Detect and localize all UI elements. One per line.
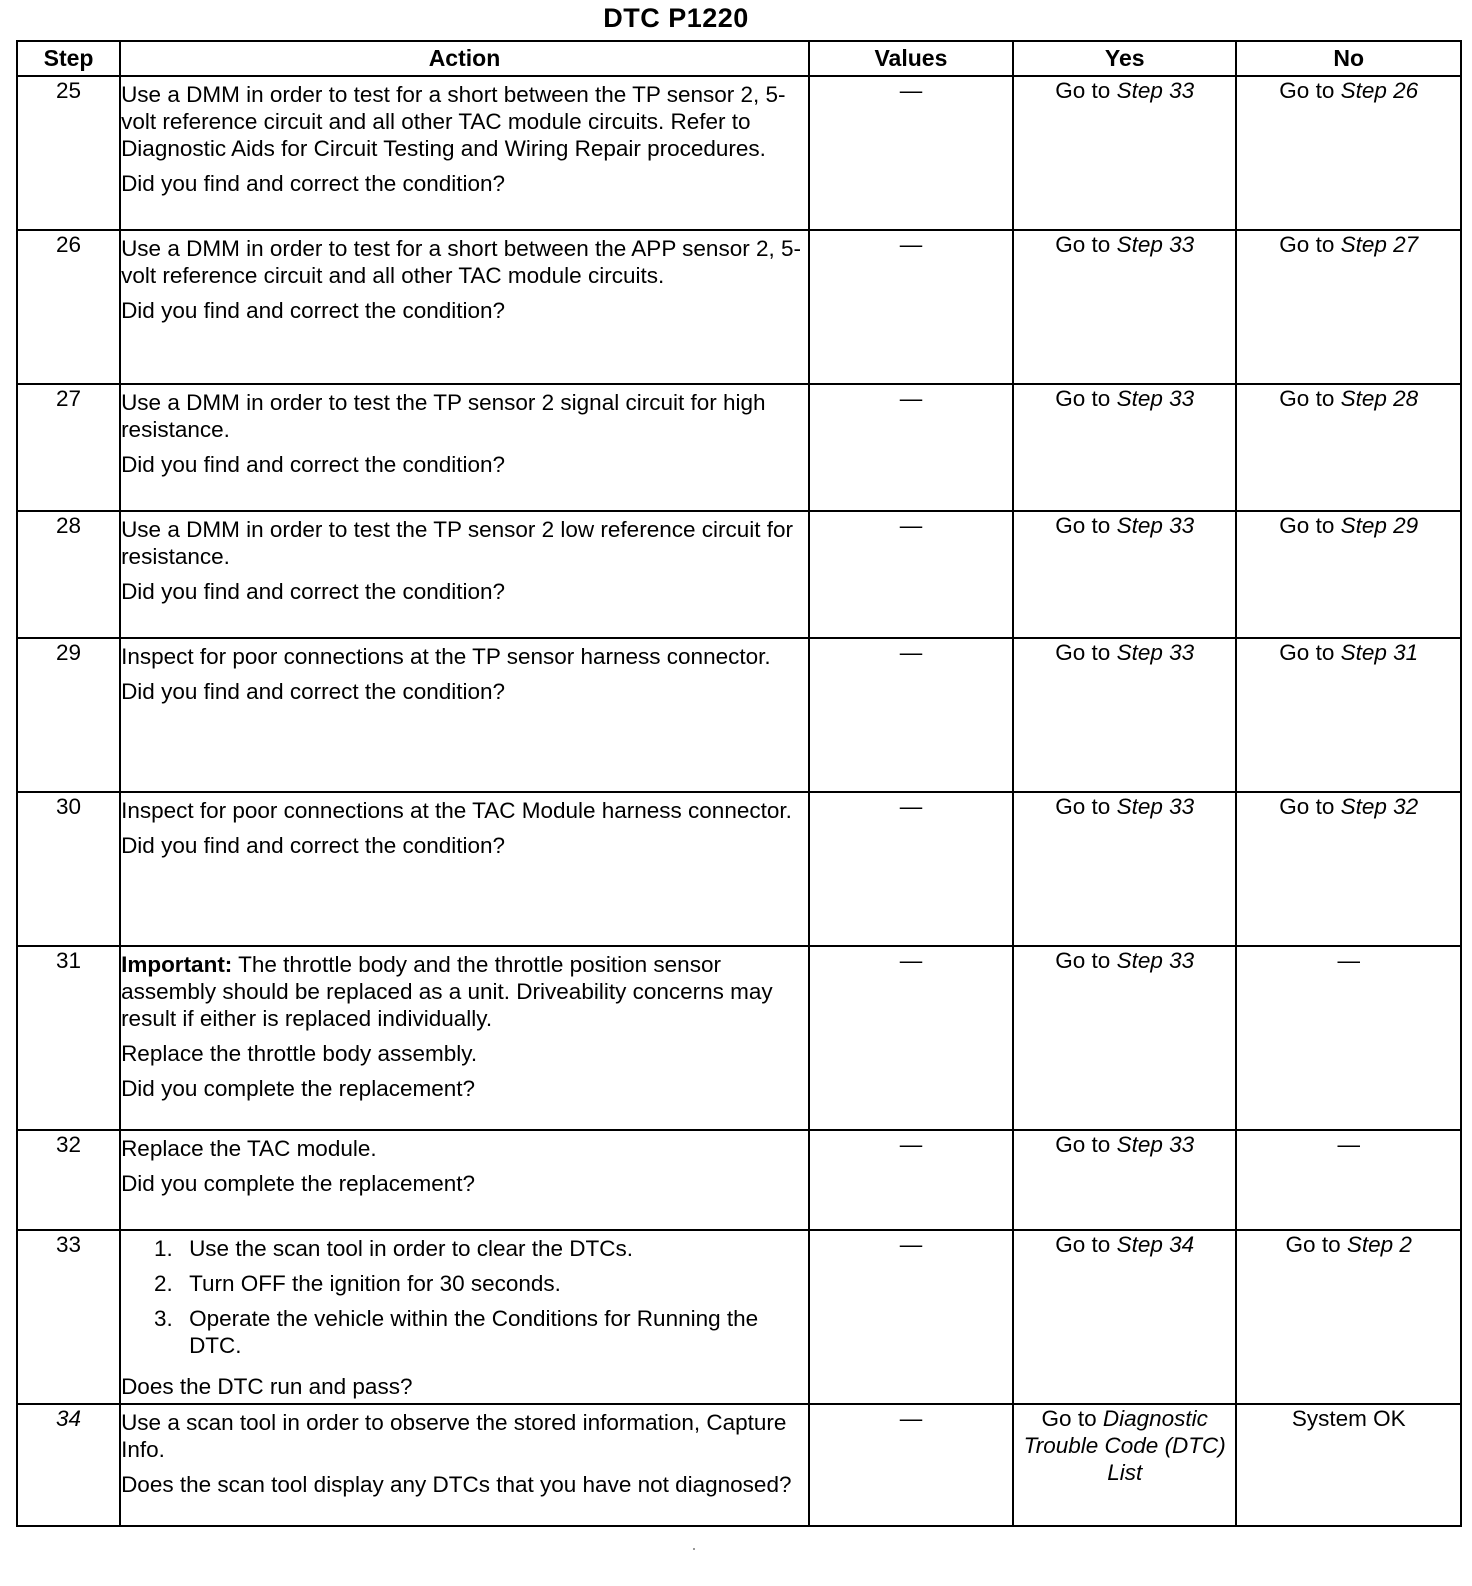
table-row xyxy=(17,1130,1461,1230)
no-prefix: Go to xyxy=(1279,386,1335,411)
yes-link: Step 33 xyxy=(1116,232,1195,257)
table-row xyxy=(17,1230,1461,1404)
yes-link: Step 33 xyxy=(1116,640,1195,665)
table-row xyxy=(17,76,1461,230)
action-cell xyxy=(120,792,809,946)
action-cell xyxy=(120,511,809,638)
table-row xyxy=(17,1404,1461,1526)
step-number: 31 xyxy=(17,946,120,1130)
action-text: Replace the throttle body assembly. xyxy=(121,1041,478,1066)
action-cell xyxy=(120,1130,809,1230)
values-cell: — xyxy=(809,946,1013,1130)
no-cell: — xyxy=(1236,1130,1461,1230)
action-question: Does the scan tool display any DTCs that you have not diagnosed? xyxy=(121,1472,792,1497)
action-cell xyxy=(120,1404,809,1526)
no-link: Step 31 xyxy=(1340,640,1419,665)
list-item: 1. Use the scan tool in order to clear the DTCs. xyxy=(179,1235,808,1262)
action-text: Replace the TAC module. xyxy=(121,1136,377,1161)
action-cell xyxy=(120,1230,809,1404)
yes-prefix: Go to xyxy=(1055,794,1111,819)
action-question: Did you find and correct the condition? xyxy=(121,298,506,323)
document-title: DTC P1220 xyxy=(603,3,749,33)
no-cell xyxy=(1236,76,1461,230)
yes-prefix: Go to xyxy=(1055,640,1111,665)
no-prefix: Go to xyxy=(1279,78,1335,103)
values-cell: — xyxy=(809,511,1013,638)
yes-link: Step 33 xyxy=(1116,948,1195,973)
yes-link: Step 33 xyxy=(1116,78,1195,103)
no-link: Step 2 xyxy=(1346,1232,1412,1257)
action-question: Did you find and correct the condition? xyxy=(121,171,506,196)
action-cell xyxy=(120,230,809,384)
no-link: Step 32 xyxy=(1340,794,1419,819)
yes-cell xyxy=(1013,1230,1236,1404)
action-cell xyxy=(120,946,809,1130)
action-question: Did you find and correct the condition? xyxy=(121,579,506,604)
no-link: Step 29 xyxy=(1340,513,1419,538)
action-question: Did you complete the replacement? xyxy=(121,1076,476,1101)
yes-cell xyxy=(1013,511,1236,638)
header-no: No xyxy=(1236,41,1461,76)
table-row xyxy=(17,384,1461,511)
values-cell: — xyxy=(809,1130,1013,1230)
action-text: Inspect for poor connections at the TP sensor harness connector. xyxy=(121,644,771,669)
no-prefix: Go to xyxy=(1279,794,1335,819)
yes-link: Diagnostic Trouble Code (DTC) List xyxy=(1023,1406,1226,1485)
no-cell xyxy=(1236,511,1461,638)
values-cell: — xyxy=(809,230,1013,384)
yes-cell xyxy=(1013,792,1236,946)
yes-link: Step 33 xyxy=(1116,1132,1195,1157)
yes-prefix: Go to xyxy=(1055,948,1111,973)
yes-prefix: Go to xyxy=(1055,513,1111,538)
action-text: Use a DMM in order to test the TP sensor 2 signal circuit for high resistance. xyxy=(121,390,766,442)
table-row xyxy=(17,792,1461,946)
important-text: The throttle body and the throttle position sensor assembly should be replaced as a unit. Driveability concerns may result if either is replaced individually. xyxy=(121,952,773,1031)
no-cell: — xyxy=(1236,946,1461,1130)
step-number: 32 xyxy=(17,1130,120,1230)
header-row xyxy=(17,41,1461,76)
yes-link: Step 33 xyxy=(1116,513,1195,538)
action-text: Use a scan tool in order to observe the stored information, Capture Info. xyxy=(121,1410,787,1462)
dtc-table xyxy=(16,40,1462,1527)
no-cell xyxy=(1236,792,1461,946)
action-cell xyxy=(120,384,809,511)
yes-link: Step 33 xyxy=(1116,386,1195,411)
action-question: Does the DTC run and pass? xyxy=(121,1374,413,1399)
values-cell: — xyxy=(809,384,1013,511)
header-action: Action xyxy=(120,41,809,76)
yes-cell xyxy=(1013,946,1236,1130)
action-question: Did you complete the replacement? xyxy=(121,1171,476,1196)
action-question: Did you find and correct the condition? xyxy=(121,833,506,858)
no-link: Step 26 xyxy=(1340,78,1419,103)
header-yes: Yes xyxy=(1013,41,1236,76)
action-cell xyxy=(120,76,809,230)
yes-prefix: Go to xyxy=(1041,1406,1097,1431)
scan-speck xyxy=(693,1548,695,1550)
values-cell: — xyxy=(809,638,1013,792)
action-steps-list xyxy=(121,1235,808,1367)
values-cell: — xyxy=(809,76,1013,230)
step-number: 30 xyxy=(17,792,120,946)
important-note xyxy=(121,951,808,1032)
yes-cell xyxy=(1013,638,1236,792)
table-row xyxy=(17,946,1461,1130)
table-row xyxy=(17,638,1461,792)
yes-cell xyxy=(1013,384,1236,511)
action-cell xyxy=(120,638,809,792)
step-number: 27 xyxy=(17,384,120,511)
no-prefix: Go to xyxy=(1279,640,1335,665)
no-link: Step 27 xyxy=(1340,232,1419,257)
no-prefix: Go to xyxy=(1285,1232,1341,1257)
no-cell xyxy=(1236,1230,1461,1404)
action-question: Did you find and correct the condition? xyxy=(121,452,506,477)
step-number: 34 xyxy=(17,1404,120,1526)
action-text: Use a DMM in order to test for a short between the APP sensor 2, 5-volt reference circuit and all other TAC module circuits. xyxy=(121,236,801,288)
action-text: Use a DMM in order to test for a short between the TP sensor 2, 5-volt reference circuit and all other TAC module circuits. Refer to Diagnostic Aids for Circuit Testing and Wiring Repair procedures. xyxy=(121,82,786,161)
no-prefix: Go to xyxy=(1279,513,1335,538)
step-number: 29 xyxy=(17,638,120,792)
no-link: Step 28 xyxy=(1340,386,1419,411)
action-text: Use a DMM in order to test the TP sensor 2 low reference circuit for resistance. xyxy=(121,517,793,569)
table-row xyxy=(17,511,1461,638)
no-cell xyxy=(1236,384,1461,511)
list-item: 2. Turn OFF the ignition for 30 seconds. xyxy=(179,1270,808,1297)
step-number: 26 xyxy=(17,230,120,384)
yes-prefix: Go to xyxy=(1055,78,1111,103)
values-cell: — xyxy=(809,792,1013,946)
header-values: Values xyxy=(809,41,1013,76)
step-number: 33 xyxy=(17,1230,120,1404)
no-prefix: Go to xyxy=(1279,232,1335,257)
action-question: Did you find and correct the condition? xyxy=(121,679,506,704)
step-number: 25 xyxy=(17,76,120,230)
values-cell: — xyxy=(809,1230,1013,1404)
values-cell: — xyxy=(809,1404,1013,1526)
yes-cell xyxy=(1013,76,1236,230)
yes-cell xyxy=(1013,230,1236,384)
step-number: 28 xyxy=(17,511,120,638)
no-cell xyxy=(1236,230,1461,384)
action-text: Inspect for poor connections at the TAC Module harness connector. xyxy=(121,798,792,823)
yes-prefix: Go to xyxy=(1055,232,1111,257)
table-row xyxy=(17,230,1461,384)
yes-prefix: Go to xyxy=(1055,386,1111,411)
yes-prefix: Go to xyxy=(1055,1132,1111,1157)
header-step: Step xyxy=(17,41,120,76)
list-item: 3. Operate the vehicle within the Conditions for Running the DTC. xyxy=(179,1305,808,1359)
yes-link: Step 33 xyxy=(1116,794,1195,819)
no-cell xyxy=(1236,638,1461,792)
important-label: Important: xyxy=(121,952,233,977)
yes-cell xyxy=(1013,1130,1236,1230)
yes-link: Step 34 xyxy=(1116,1232,1195,1257)
yes-prefix: Go to xyxy=(1055,1232,1111,1257)
no-cell: System OK xyxy=(1236,1404,1461,1526)
yes-cell xyxy=(1013,1404,1236,1526)
